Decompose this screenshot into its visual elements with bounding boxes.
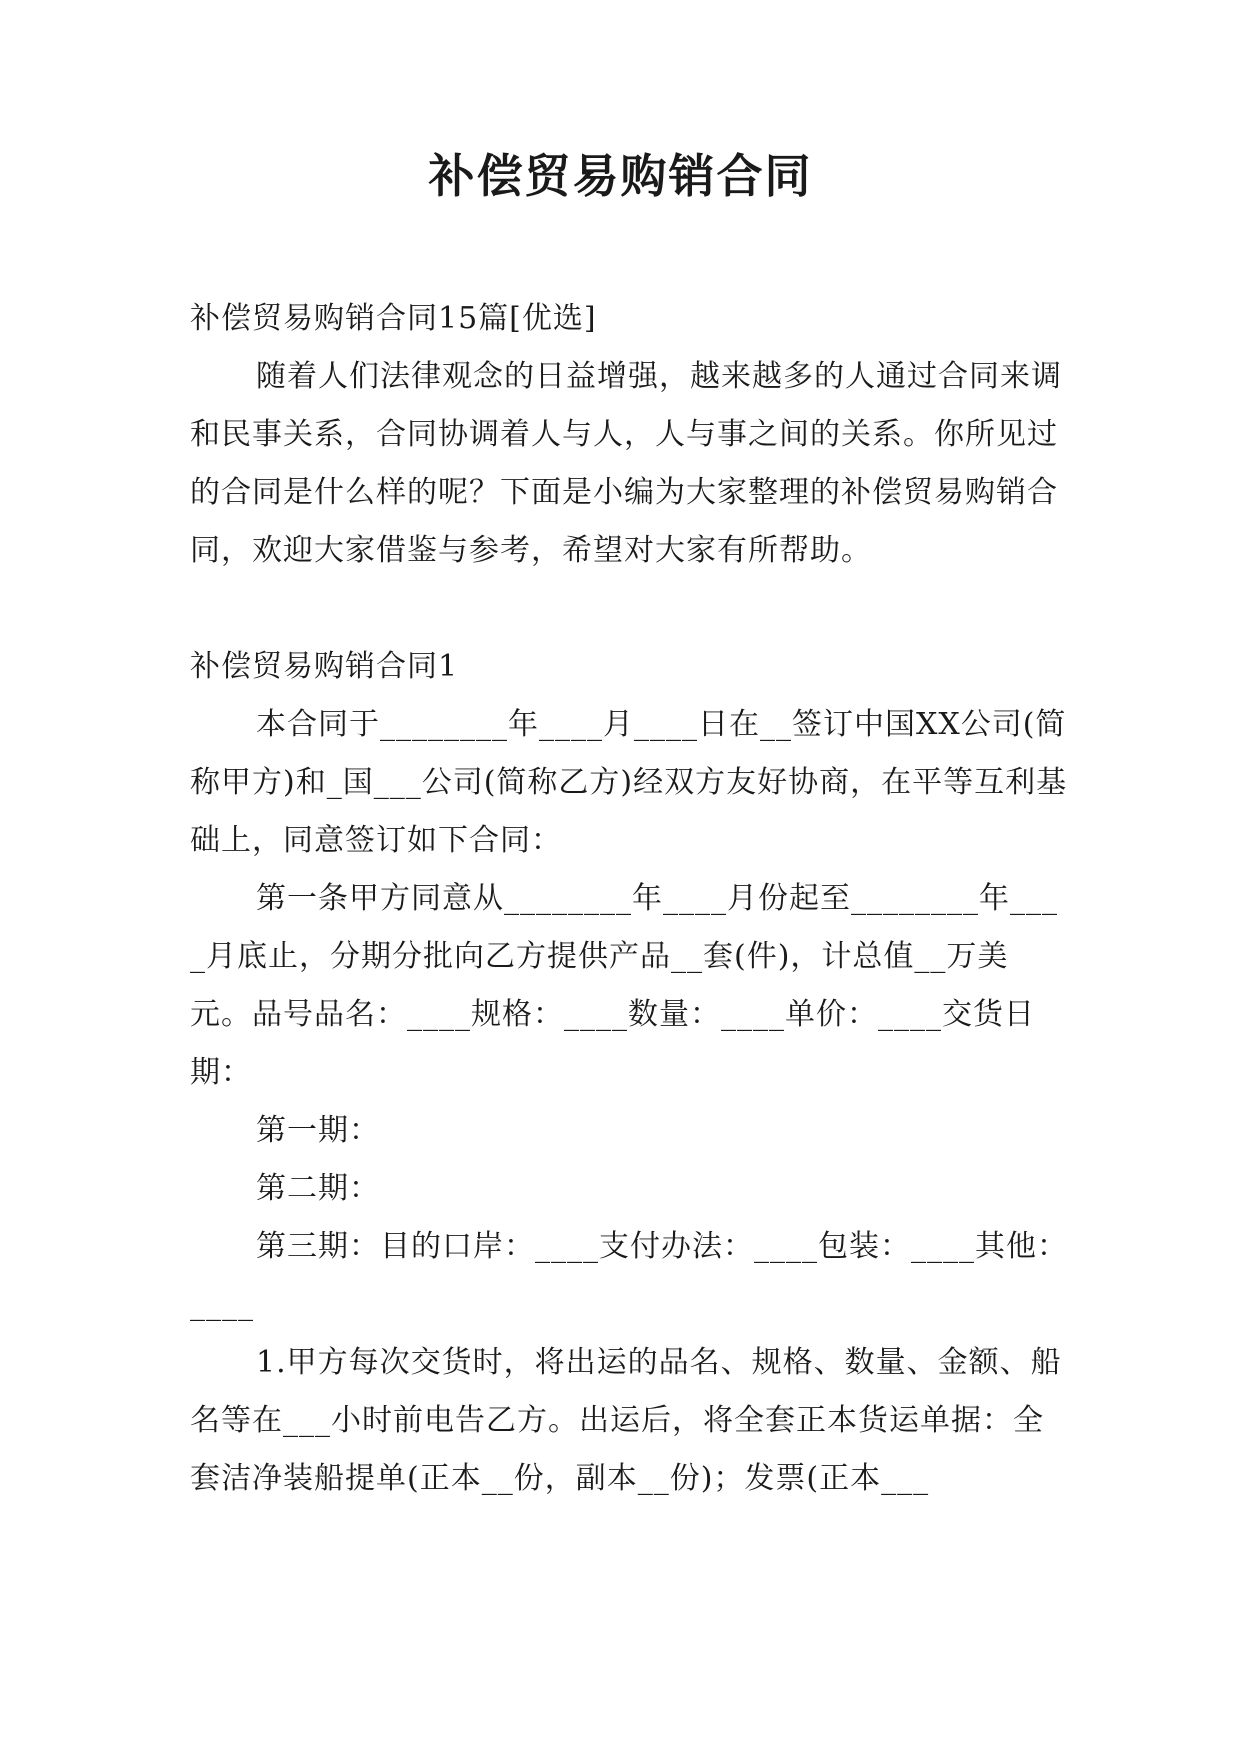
document-body [190,290,1070,1508]
contract-paragraph: 1.甲方每次交货时，将出运的品名、规格、数量、金额、船名等在___小时前电告乙方。出运后，将全套正本货运单据：全套洁净装船提单(正本__份，副本__份)；发票(正本___ [190,1345,1062,1496]
contract-paragraph: 第一条甲方同意从________年____月份起至________年____月底止，分期分批向乙方提供产品__套(件)，计总值__万美元。品号品名：____规格：____数量：____单价：____交货日期： [190,881,1058,1090]
contract-paragraph: 本合同于________年____月____日在__签订中国XX公司(简称甲方)和_国___公司(简称乙方)经双方友好协商，在平等互利基础上，同意签订如下合同： [190,707,1068,858]
document-subtitle: 补偿贸易购销合同15篇[优选] [190,301,597,336]
intro-paragraph: 随着人们法律观念的日益增强，越来越多的人通过合同来调和民事关系，合同协调着人与人，人与事之间的关系。你所见过的合同是什么样的呢？下面是小编为大家整理的补偿贸易购销合同，欢迎大家借鉴与参考，希望对大家有所帮助。 [190,359,1062,568]
section-heading: 补偿贸易购销合同1 [190,649,459,684]
document-title: 补偿贸易购销合同 [428,149,813,203]
contract-paragraph: 第一期： [256,1113,380,1148]
contract-paragraph: 第三期：目的口岸：____支付办法：____包装：____其他：____ [190,1229,1068,1322]
section-spacer [190,580,1070,638]
contract-paragraph: 第二期： [256,1171,380,1206]
